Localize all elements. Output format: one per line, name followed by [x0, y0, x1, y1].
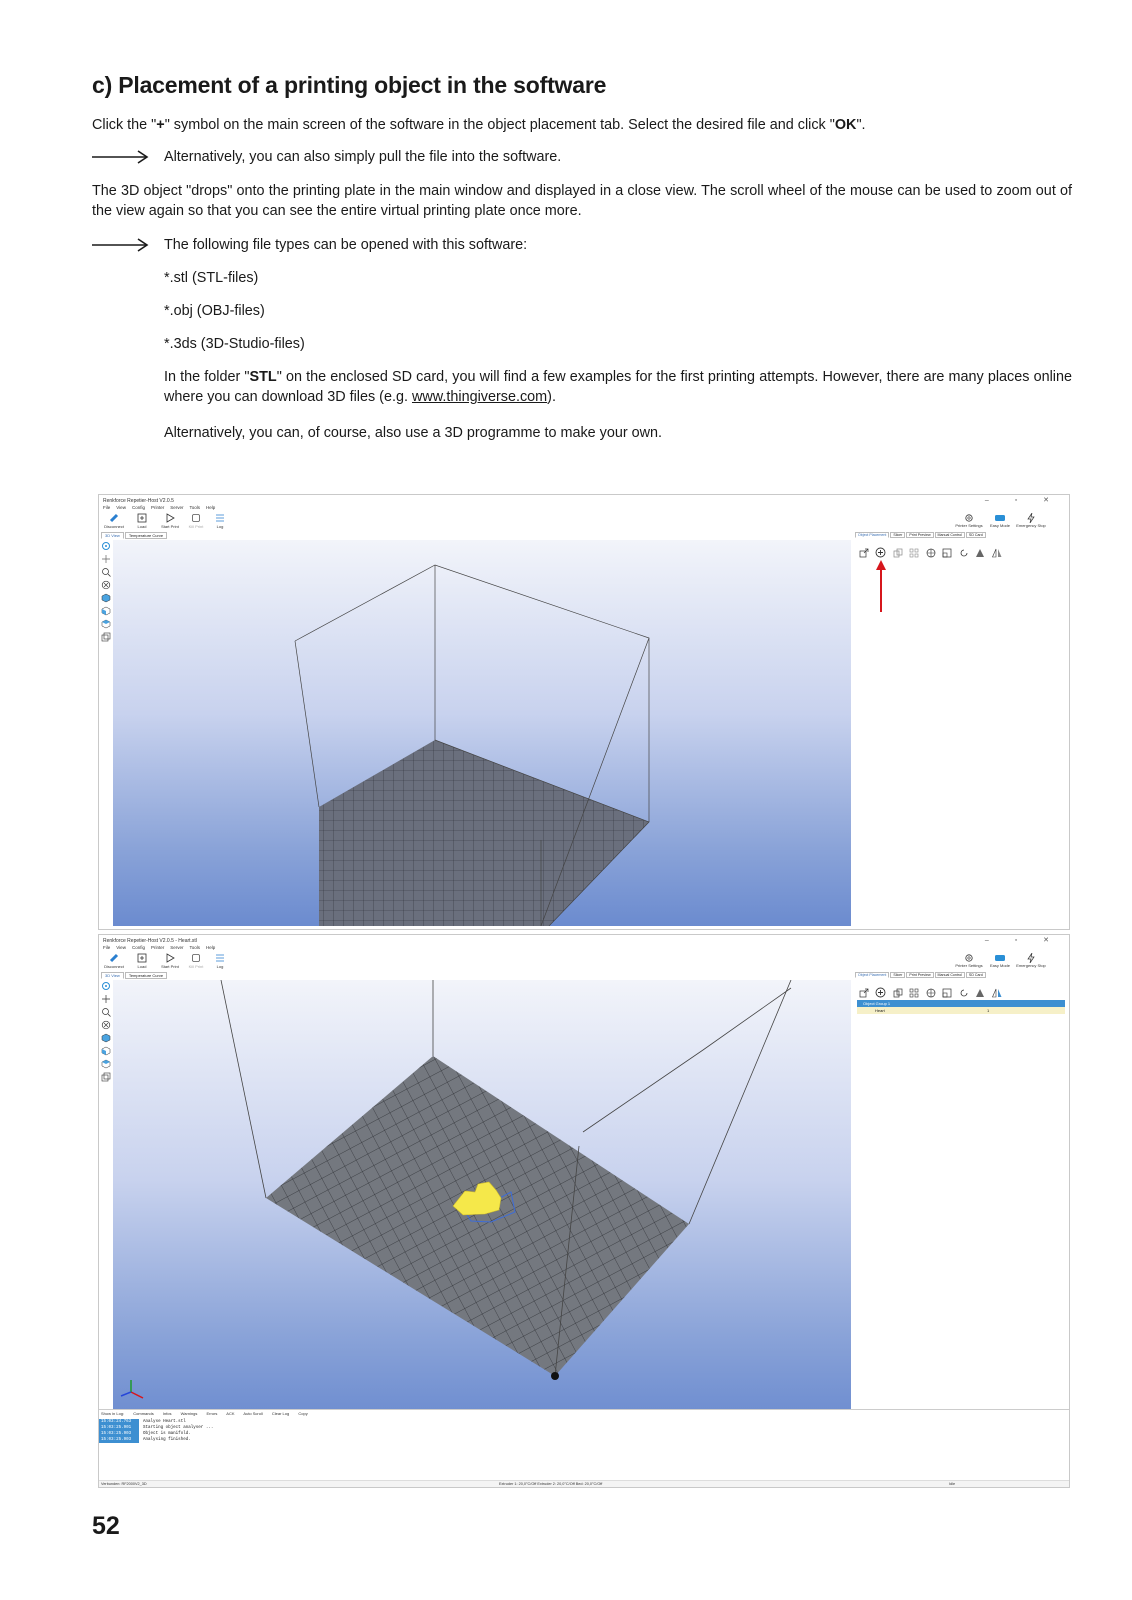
log-message: Starting object analyser ... — [143, 1426, 214, 1430]
menu-server[interactable]: Server — [170, 945, 184, 950]
axis-gizmo-icon — [121, 1380, 143, 1398]
right-tabs — [855, 532, 1067, 540]
scale-icon[interactable] — [942, 548, 952, 558]
view-tabs — [101, 972, 168, 980]
plug-icon — [109, 953, 119, 963]
window-controls[interactable]: – ▫ ✕ — [984, 497, 1061, 504]
clear-log-button[interactable]: Clear Log — [271, 1411, 290, 1416]
right-panel — [855, 972, 1067, 1014]
text: ). — [547, 389, 556, 405]
front-view-icon[interactable] — [101, 1046, 111, 1056]
list-icon — [215, 953, 225, 963]
gear-icon — [964, 953, 974, 963]
easy-mode-button[interactable] — [987, 513, 1013, 531]
folder-paragraph — [164, 367, 1072, 407]
right-panel — [855, 532, 1067, 556]
center-object-icon[interactable] — [926, 988, 936, 998]
export-icon[interactable] — [859, 548, 869, 558]
log-warnings-toggle[interactable]: Warnings — [180, 1411, 198, 1416]
log-timestamp: 15:03:25.903 — [99, 1437, 139, 1443]
screenshot-heart-loaded — [98, 934, 1070, 1488]
parallel-view-icon[interactable] — [101, 1072, 111, 1082]
lightning-icon — [1026, 953, 1036, 963]
menu-tools[interactable]: Tools — [189, 505, 201, 510]
add-object-icon[interactable] — [875, 547, 886, 558]
note-drag-file: Alternatively, you can also simply pull the file into the software. — [164, 149, 562, 165]
log-panel — [99, 1409, 1069, 1488]
text: Click the " — [92, 117, 157, 133]
play-icon — [165, 513, 175, 523]
zoom-icon[interactable] — [101, 567, 111, 577]
tab-manual-control[interactable]: Manual Control — [935, 532, 965, 538]
menu-config[interactable]: Config — [131, 505, 145, 510]
printer-state: Idle — [949, 1482, 956, 1486]
tab-manual-control[interactable]: Manual Control — [935, 972, 965, 978]
label: Kill Print — [188, 524, 204, 529]
iso-view-icon[interactable] — [101, 1033, 111, 1043]
tab-temperature-curve[interactable]: Temperature Curve — [125, 972, 167, 979]
autoposition-icon[interactable] — [909, 988, 919, 998]
rotate-icon[interactable] — [101, 541, 111, 551]
load-button[interactable] — [129, 953, 155, 971]
log-message: Object is manifold. — [143, 1432, 191, 1436]
menu-view[interactable]: View — [116, 505, 126, 510]
object-tools — [855, 984, 1067, 996]
menu-server[interactable]: Server — [170, 505, 184, 510]
text: In the folder " — [164, 369, 250, 385]
list-icon — [215, 513, 225, 523]
label: Printer Settings — [955, 523, 983, 528]
zoom-icon[interactable] — [101, 1007, 111, 1017]
copy-object-icon[interactable] — [893, 988, 903, 998]
add-object-icon[interactable] — [875, 987, 886, 998]
plug-icon — [109, 513, 119, 523]
label: Emergency Stop — [1016, 963, 1046, 968]
thingiverse-link[interactable]: www.thingiverse.com — [411, 389, 548, 405]
menu-help[interactable]: Help — [206, 945, 216, 950]
connection-status: Verbunden: RF2000V2_3D — [101, 1482, 147, 1486]
cut-icon[interactable] — [975, 548, 985, 558]
printer-settings-button[interactable] — [951, 953, 987, 971]
page-number: 52 — [92, 1512, 120, 1540]
menu-file[interactable]: File — [103, 945, 111, 950]
temperature-status: Extruder 1: 20,0°C/Off Extruder 2: 20,0°C/Off Bed: 20,0°C/Off — [499, 1482, 603, 1486]
instruction-paragraph — [92, 115, 1072, 135]
kill-print-button[interactable] — [183, 953, 209, 971]
emergency-stop-button[interactable] — [1013, 953, 1049, 971]
view-tabs — [101, 532, 168, 540]
rotate-object-icon[interactable] — [959, 548, 969, 558]
tab-print-preview[interactable]: Print Preview — [906, 972, 933, 978]
object-group-header[interactable]: Object Group 1 — [857, 1000, 1065, 1007]
ok-label: OK — [834, 117, 857, 133]
export-icon[interactable] — [859, 988, 869, 998]
tab-slicer[interactable]: Slicer — [890, 972, 905, 978]
object-tools — [855, 544, 1067, 556]
copy-object-icon[interactable] — [893, 548, 903, 558]
tab-object-placement[interactable]: Object Placement — [855, 532, 889, 538]
menu-help[interactable]: Help — [206, 505, 216, 510]
filetype-obj: *.obj (OBJ-files) — [164, 303, 265, 319]
menu-printer[interactable]: Printer — [150, 945, 165, 950]
log-show-label: Show in Log: — [101, 1411, 125, 1416]
own-model-paragraph: Alternatively, you can, of course, also use a 3D programme to make your own. — [164, 425, 663, 441]
print-bed — [266, 1056, 689, 1376]
menu-bar — [103, 505, 221, 513]
iso-view-icon[interactable] — [101, 593, 111, 603]
log-commands-toggle[interactable]: Commands — [133, 1411, 154, 1416]
tab-print-preview[interactable]: Print Preview — [906, 532, 933, 538]
print-bed — [319, 740, 649, 926]
move-icon[interactable] — [101, 554, 111, 564]
log-timestamp: 15:03:25.901 — [99, 1425, 139, 1431]
tab-object-placement[interactable]: Object Placement — [855, 972, 889, 978]
log-ack-toggle[interactable]: ACK — [226, 1411, 235, 1416]
start-print-button[interactable] — [157, 953, 183, 971]
center-object-icon[interactable] — [926, 548, 936, 558]
drop-paragraph: The 3D object "drops" onto the printing plate in the main window and displayed in a close view. The scroll wheel of the mouse can be used to zoom out of the view again so that you can see the entire virtual printing plate once more. — [92, 183, 1072, 219]
rotate-icon[interactable] — [101, 981, 111, 991]
mirror-icon[interactable] — [992, 548, 1002, 558]
label: Disconnect — [104, 964, 124, 969]
top-view-icon[interactable] — [101, 1059, 111, 1069]
toolbar — [99, 953, 1069, 971]
arrow-right-icon — [92, 150, 150, 164]
tab-temperature-curve[interactable]: Temperature Curve — [125, 532, 167, 539]
log-message: Analysing finished. — [143, 1438, 191, 1442]
label: Load — [137, 524, 147, 529]
load-icon — [137, 513, 147, 523]
disconnect-button[interactable] — [101, 513, 127, 531]
log-autoscroll-toggle[interactable]: Auto Scroll — [243, 1411, 263, 1416]
tab-3d-view[interactable]: 3D View — [101, 532, 124, 539]
label: Emergency Stop — [1016, 523, 1046, 528]
mirror-icon[interactable] — [992, 988, 1002, 998]
tab-sd-card[interactable]: SD Card — [966, 532, 986, 538]
parallel-view-icon[interactable] — [101, 632, 111, 642]
move-icon[interactable] — [101, 994, 111, 1004]
start-print-button[interactable] — [157, 513, 183, 531]
log-button[interactable] — [207, 953, 233, 971]
section-heading: c) Placement of a printing object in the software — [92, 72, 607, 98]
red-pointer-arrow — [875, 560, 887, 612]
log-line — [99, 1437, 1059, 1443]
right-tabs — [855, 972, 1067, 980]
printer-volume-drawing — [113, 980, 851, 1424]
printer-settings-button[interactable] — [951, 513, 987, 531]
emergency-stop-button[interactable] — [1013, 513, 1049, 531]
cut-icon[interactable] — [975, 988, 985, 998]
note-file-types: The following file types can be opened with this software: — [164, 237, 528, 253]
reset-view-icon[interactable] — [101, 580, 111, 590]
menu-config[interactable]: Config — [131, 945, 145, 950]
log-timestamp: 15:03:25.903 — [99, 1431, 139, 1437]
window-title: Renkforce Repetier-Host V2.0.5 — [103, 498, 174, 504]
label: Easy Mode — [989, 963, 1010, 968]
object-row-heart[interactable] — [857, 1007, 1065, 1014]
view-toolbar — [101, 541, 111, 645]
menu-printer[interactable]: Printer — [150, 505, 165, 510]
stl-folder-name: STL — [249, 369, 277, 385]
label: Easy Mode — [989, 523, 1010, 528]
text: " on the enclosed SD card, you will find a few examples for the first printing attempts. However, there are many places online where you can download 3D files (e.g. — [164, 369, 1072, 405]
top-view-icon[interactable] — [101, 619, 111, 629]
label: Log — [216, 524, 224, 529]
label: Start Print — [161, 524, 179, 529]
window-controls[interactable]: – ▫ ✕ — [984, 937, 1061, 944]
reset-view-icon[interactable] — [101, 1020, 111, 1030]
copy-log-button[interactable]: Copy — [298, 1411, 308, 1416]
gear-icon — [964, 513, 974, 523]
disconnect-button[interactable] — [101, 953, 127, 971]
filetype-3ds: *.3ds (3D-Studio-files) — [164, 336, 305, 352]
plus-symbol: + — [156, 117, 165, 133]
label: Start Print — [161, 964, 179, 969]
toggle-icon — [994, 953, 1006, 963]
menu-tools[interactable]: Tools — [189, 945, 201, 950]
arrow-right-icon — [92, 238, 150, 252]
view-toolbar — [101, 981, 111, 1085]
log-infos-toggle[interactable]: Infos — [162, 1411, 172, 1416]
log-errors-toggle[interactable]: Errors — [206, 1411, 218, 1416]
log-timestamp: 15:03:24.763 — [99, 1419, 139, 1425]
menu-view[interactable]: View — [116, 945, 126, 950]
log-message: Analyse Heart.stl — [143, 1420, 186, 1424]
text: " symbol on the main screen of the software in the object placement tab. Select the desired file and click " — [164, 117, 835, 133]
filetype-stl: *.stl (STL-files) — [164, 270, 259, 286]
tab-sd-card[interactable]: SD Card — [966, 972, 986, 978]
scale-icon[interactable] — [942, 988, 952, 998]
toolbar — [99, 513, 1069, 531]
log-button[interactable] — [207, 513, 233, 531]
stop-icon — [191, 513, 201, 523]
toggle-icon — [994, 513, 1006, 523]
play-icon — [165, 953, 175, 963]
window-title: Renkforce Repetier-Host V2.0.5 - Heart.stl — [103, 938, 197, 944]
label: Disconnect — [104, 524, 124, 529]
label: Kill Print — [188, 964, 204, 969]
label: Log — [216, 964, 224, 969]
autoposition-icon[interactable] — [909, 548, 919, 558]
menu-bar — [103, 945, 221, 953]
log-toolbar — [99, 1410, 1069, 1418]
origin-marker — [551, 1372, 559, 1380]
lightning-icon — [1026, 513, 1036, 523]
label: Load — [137, 964, 147, 969]
menu-file[interactable]: File — [103, 505, 111, 510]
stop-icon — [191, 953, 201, 963]
kill-print-button[interactable] — [183, 513, 209, 531]
rotate-object-icon[interactable] — [959, 988, 969, 998]
3d-view-canvas[interactable] — [113, 980, 851, 1424]
3d-view-canvas[interactable] — [113, 540, 851, 926]
status-bar — [99, 1480, 1069, 1488]
tab-slicer[interactable]: Slicer — [890, 532, 905, 538]
text: ". — [856, 117, 866, 133]
object-name: Heart — [875, 1008, 885, 1013]
tab-3d-view[interactable]: 3D View — [101, 972, 124, 979]
log-lines — [99, 1419, 1059, 1443]
load-button[interactable] — [129, 513, 155, 531]
easy-mode-button[interactable] — [987, 953, 1013, 971]
screenshot-empty-plate — [98, 494, 1070, 930]
object-copies[interactable]: 1 — [987, 1008, 990, 1013]
printer-volume-drawing — [113, 540, 851, 926]
front-view-icon[interactable] — [101, 606, 111, 616]
label: Printer Settings — [955, 963, 983, 968]
load-icon — [137, 953, 147, 963]
